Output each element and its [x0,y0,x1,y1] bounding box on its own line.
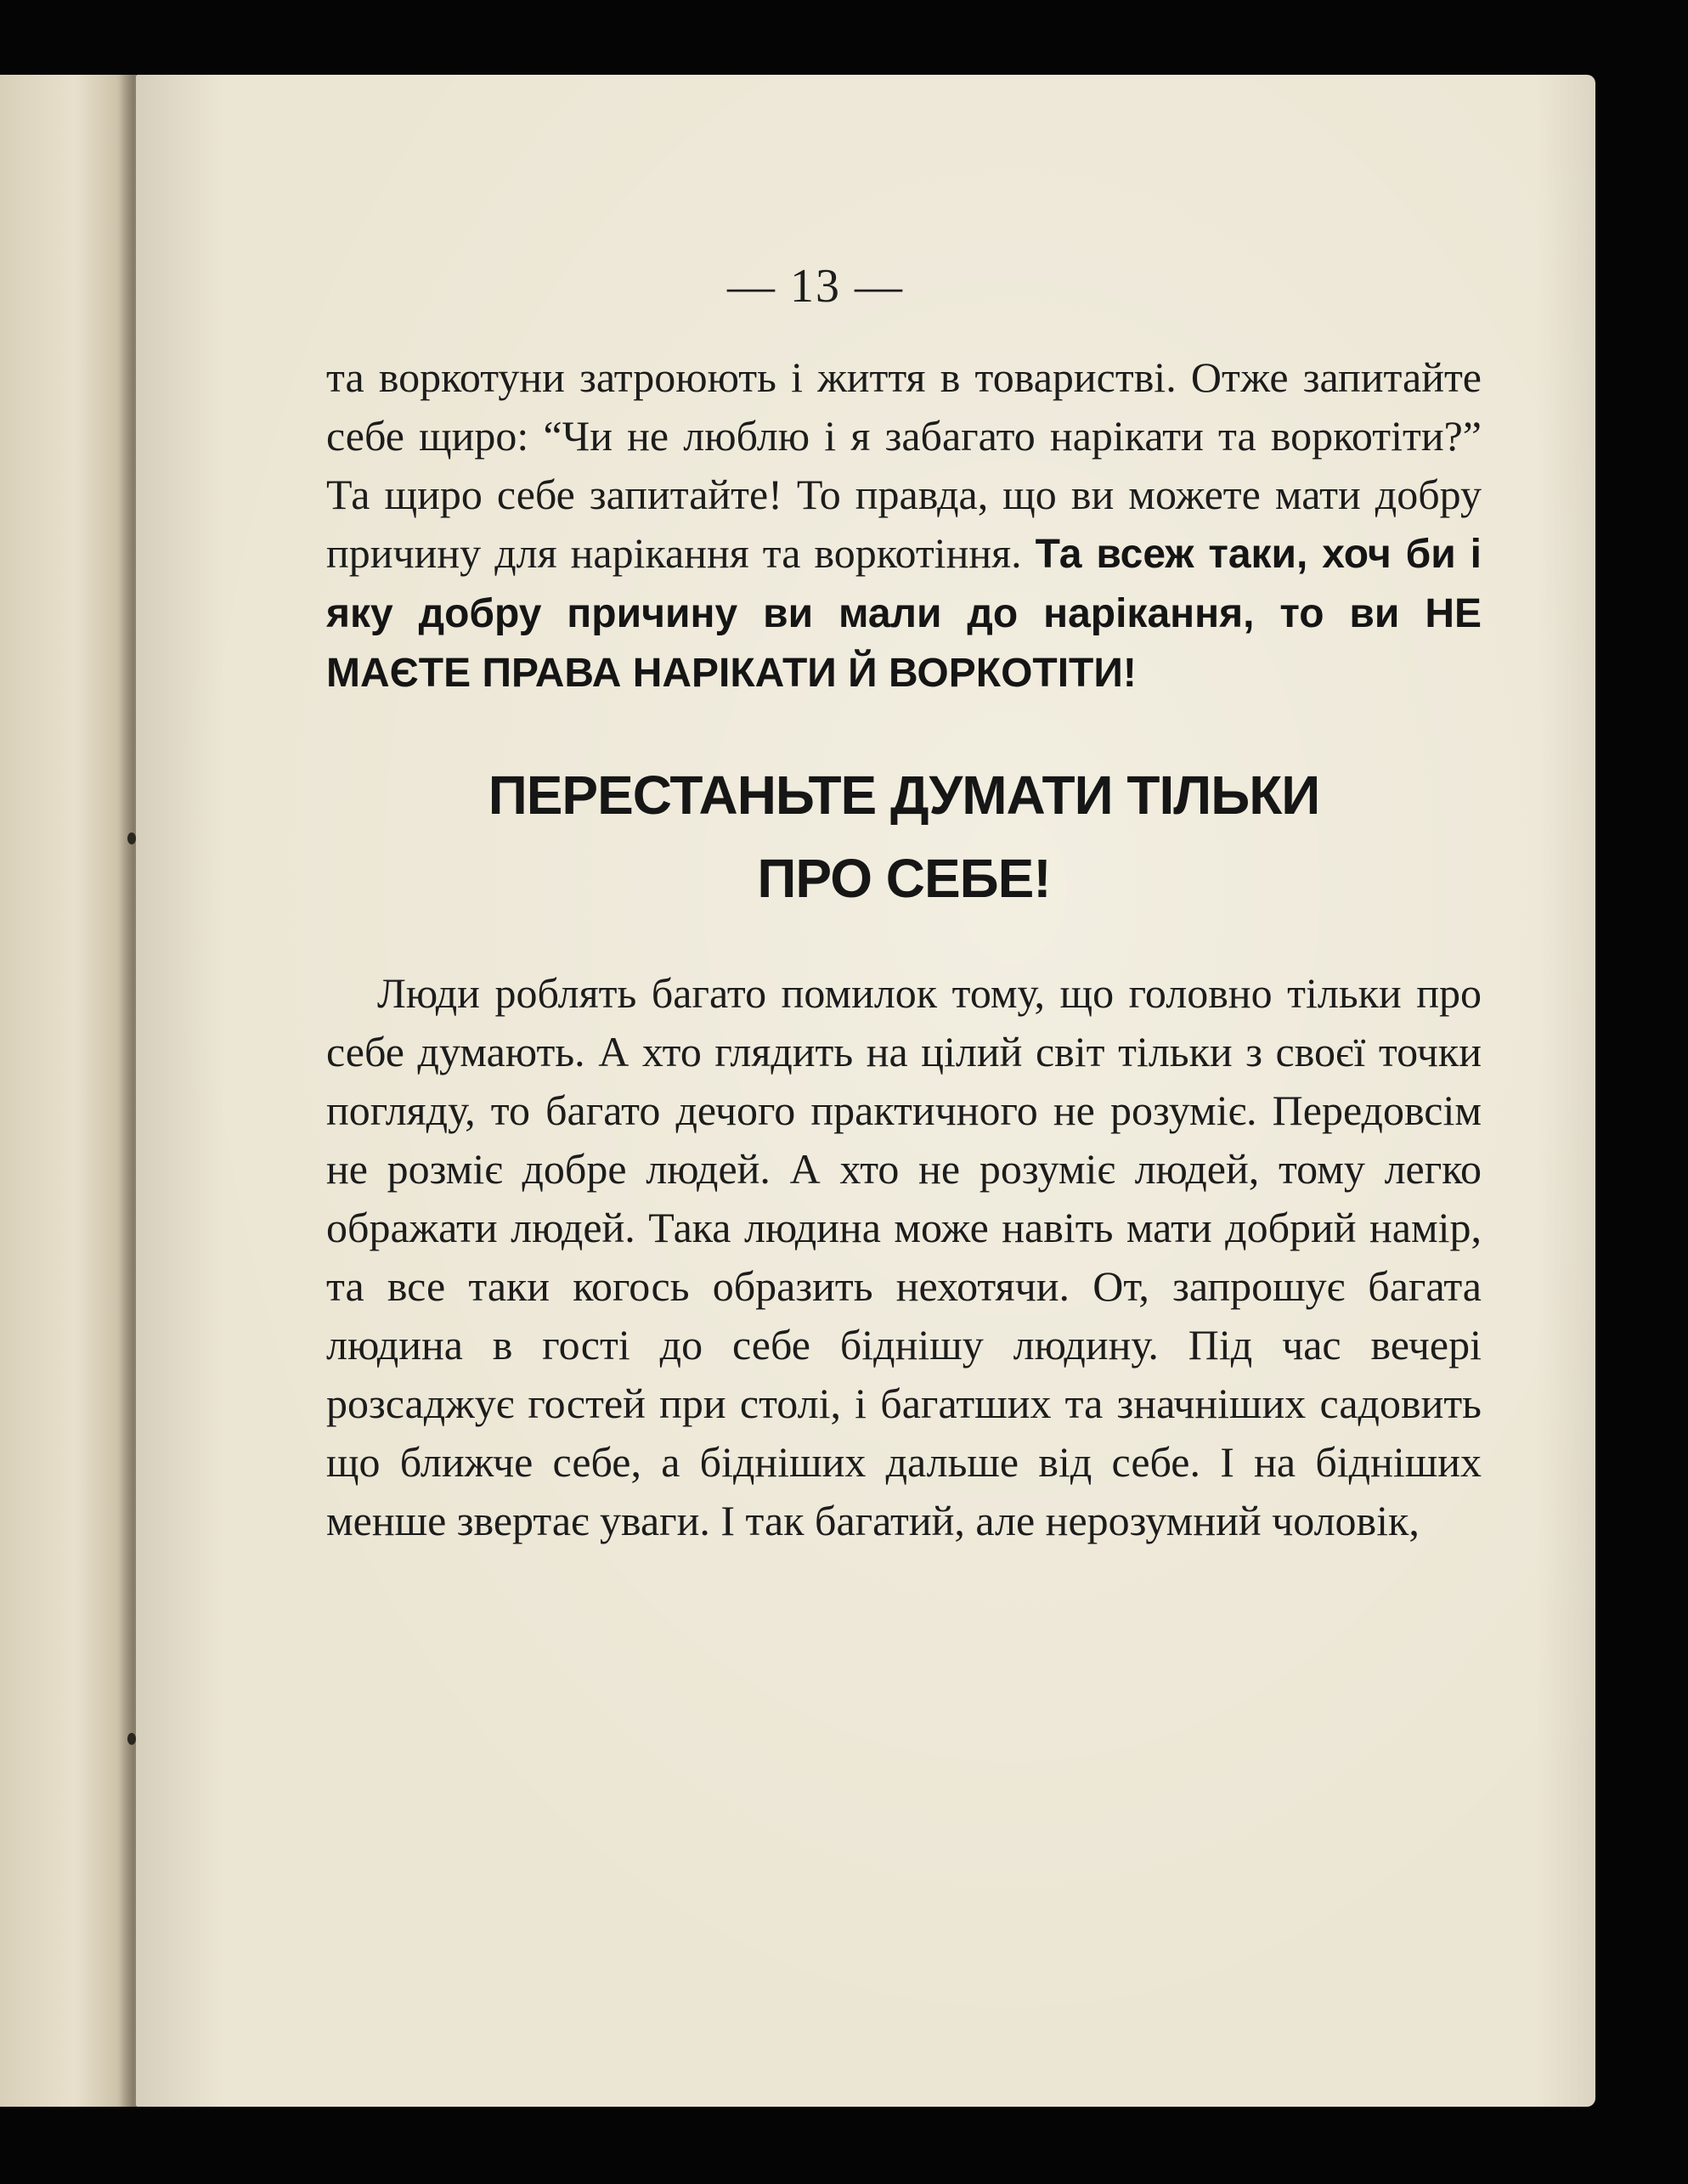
heading-line-1: ПЕРЕСТАНЬТЕ ДУМАТИ ТІЛЬКИ [488,765,1320,826]
paragraph-text: та воркотуни затроюють і життя в товаристві. Отже запитайте себе щиро: “Чи не люблю і я забагато нарікати та воркотіти?” Та щиро себе запитайте! То правда, що ви можете мати добру причину для нарікання та воркотіння. [326,353,1482,577]
heading-line-2: ПРО СЕБЕ! [757,848,1051,909]
paragraph-bold-emphasis: Та всеж таки, хоч би і яку добру причину ви мали до нарікання, то ви НЕ МАЄТЕ ПРАВА НАРІКАТИ Й ВОРКОТІТИ! [326,532,1482,696]
page-number: — 13 — [727,260,904,313]
paragraph-selfish-thinking: Люди роблять багато помилок тому, що головно тільки про себе думають. А хто глядить на цілий світ тільки з своєї точки погляду, то багато дечого практичного не розуміє. Передовсім не розміє добре людей. А хто не розуміє людей, тому легко ображати людей. Така людина може навіть мати добрий намір, та все таки когось образить нехотячи. От, запрошує багата людина в гості до себе біднішу людину. Під час вечері розсаджує гостей при столі, і багатших та значніших садовить що ближче себе, а бідніших дальше від себе. І на бідніших менше звертає уваги. І так багатий, але нерозумний чоловік, [326,969,1482,1544]
binding-mark [127,832,136,844]
section-heading [326,753,1482,920]
binding-mark [127,1733,136,1745]
page-body [326,348,1482,1550]
paragraph-complaining [326,348,1482,703]
left-page-edge [0,75,136,2107]
